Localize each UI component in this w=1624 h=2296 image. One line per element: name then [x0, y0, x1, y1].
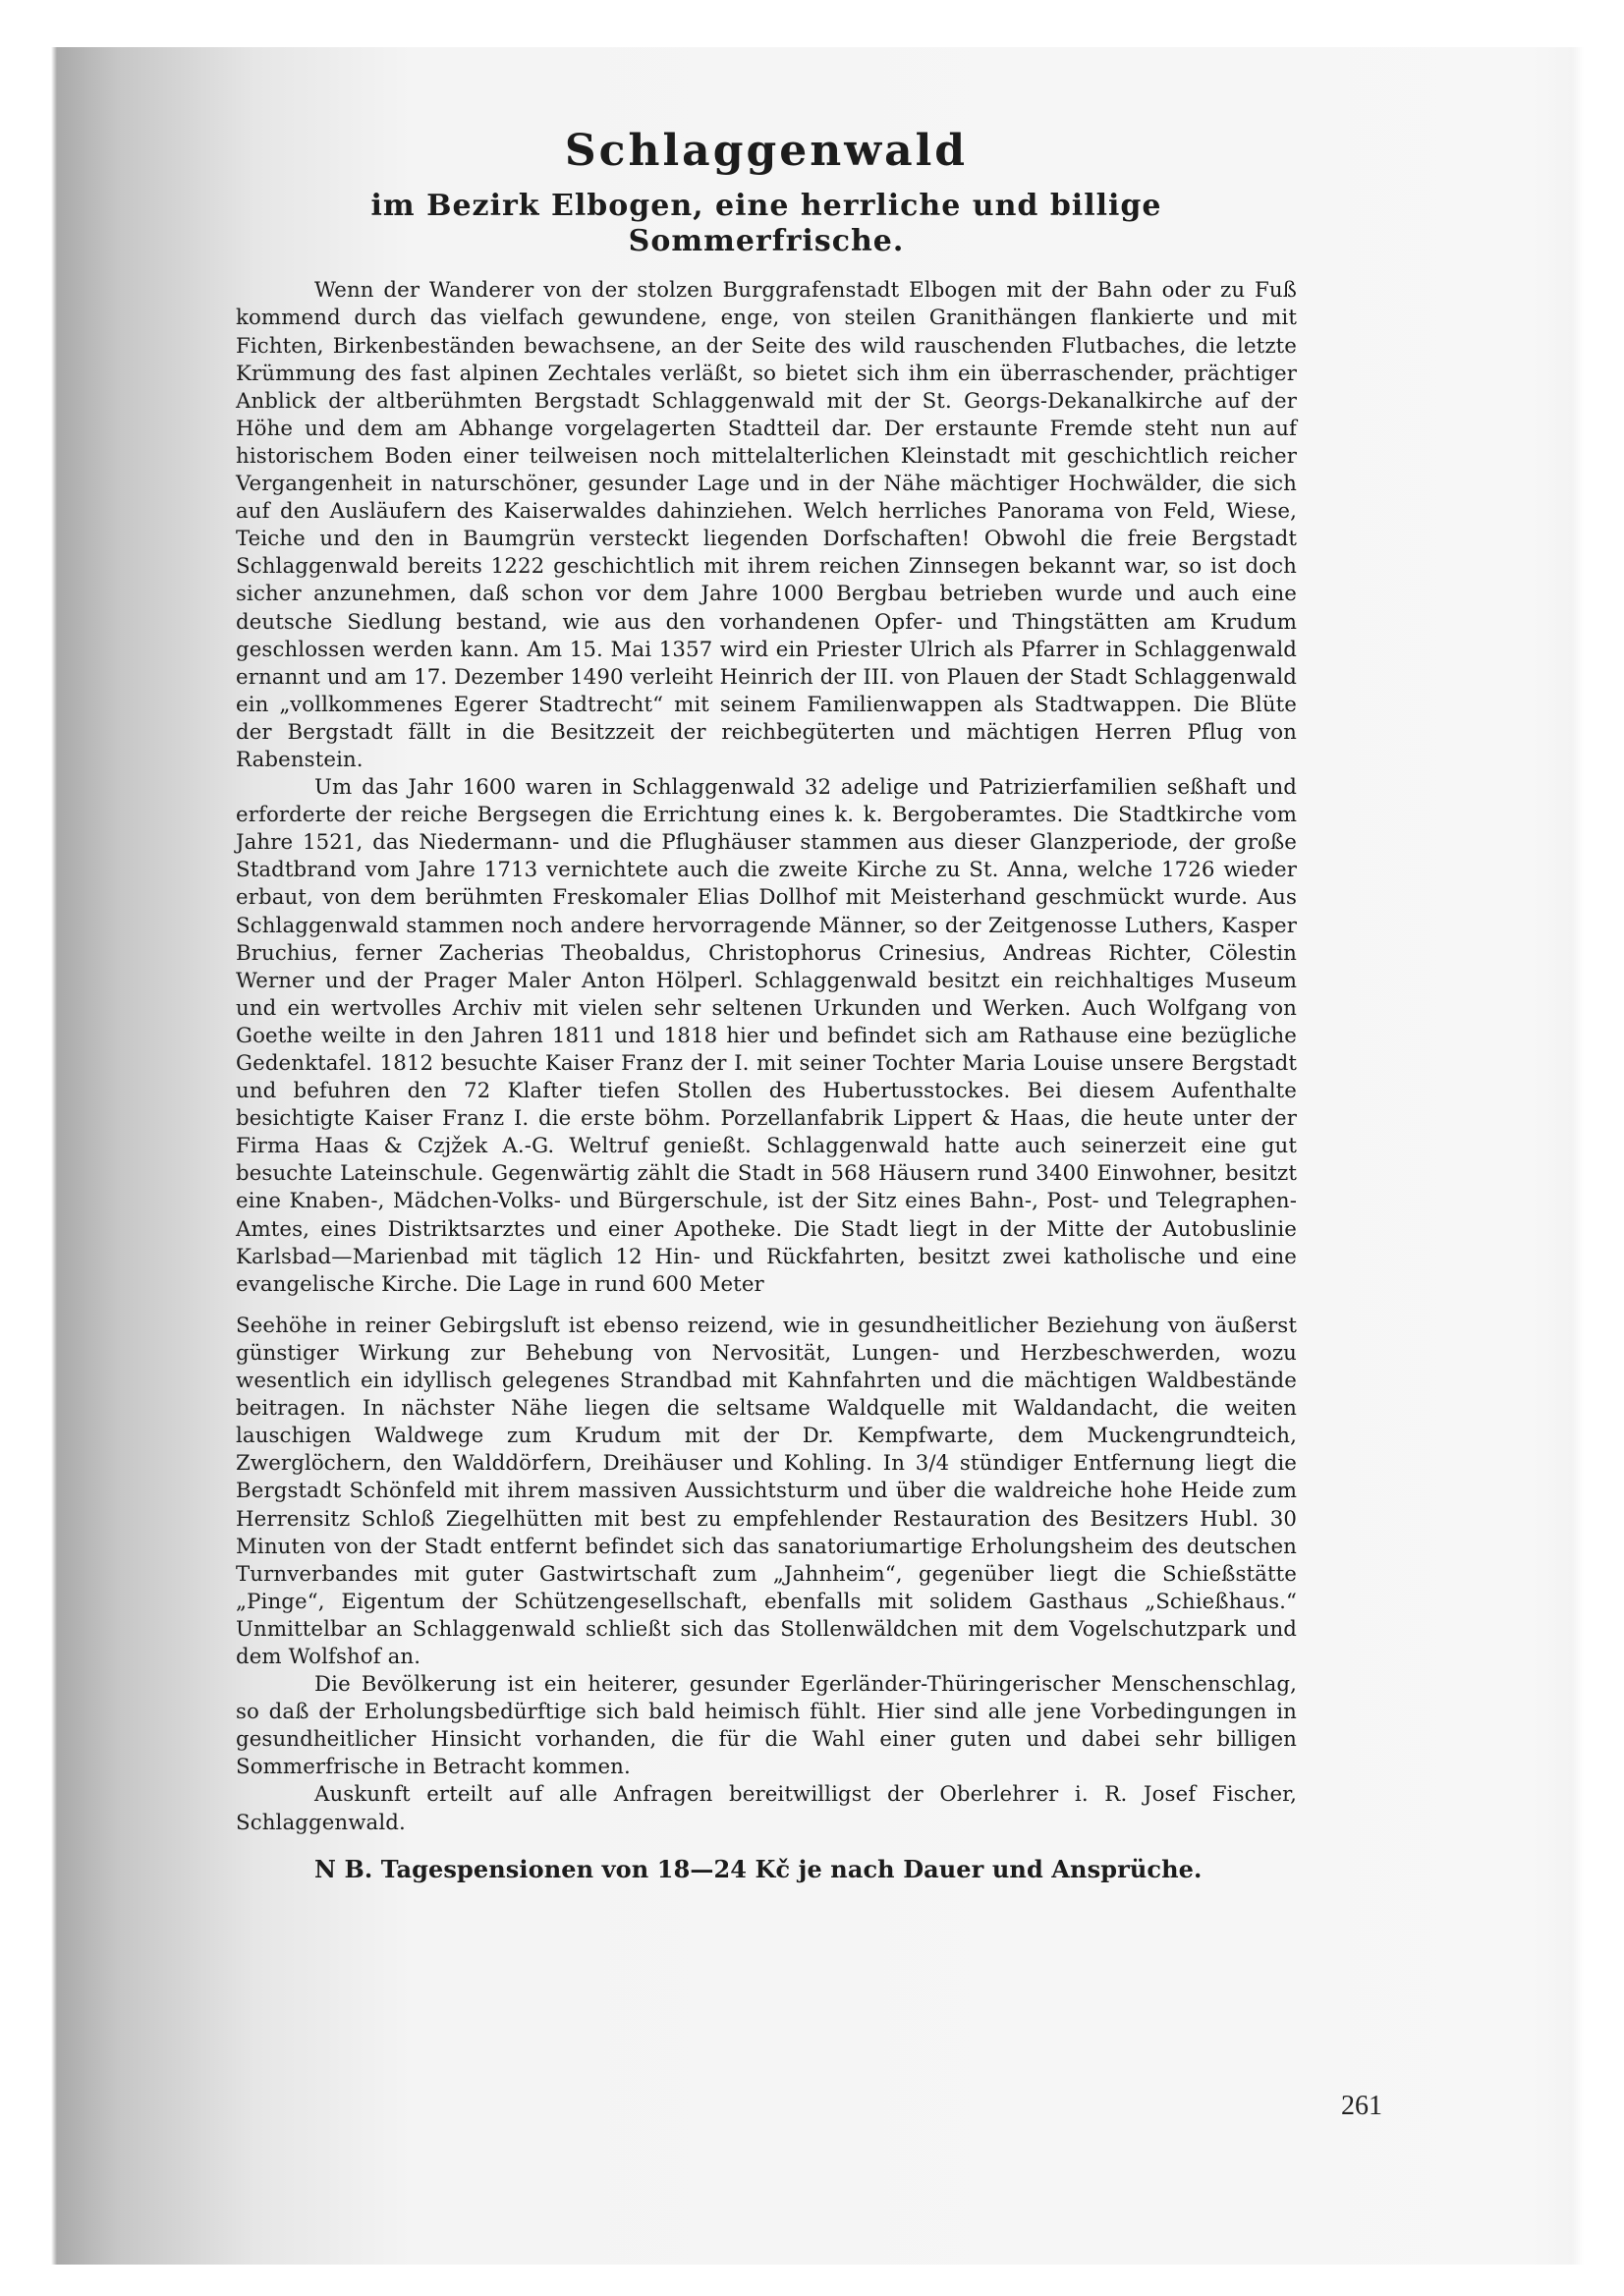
footnote: N B. Tagespensionen von 18—24 Kč je nach Dauer und Ansprüche.: [314, 1854, 1203, 1883]
paragraph-1: Wenn der Wanderer von der stolzen Burggrafenstadt Elbogen mit der Bahn oder zu Fuß kommend durch das vielfach gewundene, enge, von steilen Granithängen flankierte und mit Fichten, Birkenbeständen bewachsene, an der Seite des wild rauschenden Flutbaches, die letzte Krümmung des fast alpinen Zechtales verläßt, so bietet sich ihm ein überraschender, prächtiger Anblick der altberühmten Bergstadt Schlaggenwald mit der St. Georgs-Dekanalkirche auf der Höhe und dem am Abhange vorgelagerten Stadtteil dar. Der erstaunte Fremde steht nun auf historischem Boden einer teilweisen noch mittelalterlichen Kleinstadt mit geschichtlich reicher Vergangenheit in naturschöner, gesunder Lage und in der Nähe mächtiger Hochwälder, die sich auf den Ausläufern des Kaiserwaldes dahinziehen. Welch herrliches Panorama von Feld, Wiese, Teiche und den in Baumgrün versteckt liegenden Dorfschaften! Obwohl die freie Bergstadt Schlaggenwald bereits 1222 geschichtlich mit ihrem reichen Zinnsegen bekannt war, so ist doch sicher anzunehmen, daß schon vor dem Jahre 1000 Bergbau betrieben wurde und auch eine deutsche Siedlung bestand, wie aus den vorhandenen Opfer- und Thingstätten am Krudum geschlossen werden kann. Am 15. Mai 1357 wird ein Priester Ulrich als Pfarrer in Schlaggenwald ernannt und am 17. Dezember 1490 verleiht Heinrich der III. von Plauen der Stadt Schlaggenwald ein „vollkommenes Egerer Stadtrecht“ mit seinem Familienwappen als Stadtwappen. Die Blüte der Bergstadt fällt in die Besitzzeit der reichbegüterten und mächtigen Herren Pflug von Rabenstein.: [236, 278, 1297, 772]
page-title: Schlaggenwald: [564, 126, 969, 176]
page-subtitle: im Bezirk Elbogen, eine herrliche und billige Sommerfrische.: [370, 189, 1162, 259]
paragraph-3: Seehöhe in reiner Gebirgsluft ist ebenso reizend, wie in gesundheitlicher Beziehung von äußerst günstiger Wirkung zur Behebung von Nervosität, Lungen- und Herzbeschwerden, wozu wesentlich ein idyllisch gelegenes Strandbad mit Kahnfahrten und die mächtigen Waldbestände beitragen. In nächster Nähe liegen die seltsame Waldquelle mit Waldandacht, die weiten lauschigen Waldwege zum Krudum mit der Dr. Kempfwarte, dem Muckengrundteich, Zwerglöchern, den Walddörfern, Dreihäuser und Kohling. In 3/4 stündiger Entfernung liegt die Bergstadt Schönfeld mit ihrem massiven Aussichtsturm und über die waldreiche hohe Heide zum Herrensitz Schloß Ziegelhütten mit best zu empfehlender Restauration des Besitzers Hubl. 30 Minuten von der Stadt entfernt befindet sich das sanatoriumartige Erholungsheim des deutschen Turnverbandes mit guter Gastwirtschaft zum „Jahnheim“, gegenüber liegt die Schießstätte „Pinge“, Eigentum der Schützengesellschaft, ebenfalls mit solidem Gasthaus „Schießhaus.“ Unmittelbar an Schlaggenwald schließt sich das Stollenwäldchen mit dem Vogelschutzpark und dem Wolfshof an.: [236, 1313, 1297, 1669]
paragraph-gap: [236, 1299, 1297, 1313]
paragraph-2: Um das Jahr 1600 waren in Schlaggenwald 32 adelige und Patrizierfamilien seßhaft und erforderte der reiche Bergsegen die Errichtung eines k. k. Bergoberamtes. Die Stadtkirche vom Jahre 1521, das Niedermann- und die Pflughäuser stammen aus dieser Glanzperiode, der große Stadtbrand vom Jahre 1713 vernichtete auch die zweite Kirche zu St. Anna, welche 1726 wieder erbaut, von dem berühmten Freskomaler Elias Dollhof mit Meisterhand geschmückt wurde. Aus Schlaggenwald stammen noch andere hervorragende Männer, so der Zeitgenosse Luthers, Kasper Bruchius, ferner Zacherias Theobaldus, Christophorus Crinesius, Andreas Richter, Cölestin Werner und der Prager Maler Anton Hölperl. Schlaggenwald besitzt ein reichhaltiges Museum und ein wertvolles Archiv mit vielen sehr seltenen Urkunden und Werken. Auch Wolfgang von Goethe weilte in den Jahren 1811 und 1818 hier und befindet sich am Rathause eine bezügliche Gedenktafel. 1812 besuchte Kaiser Franz der I. mit seiner Tochter Maria Louise unsere Bergstadt und befuhren den 72 Klafter tiefen Stollen des Hubertusstockes. Bei diesem Aufenthalte besichtigte Kaiser Franz I. die erste böhm. Porzellanfabrik Lippert & Haas, die heute unter der Firma Haas & Czjžek A.-G. Weltruf genießt. Schlaggenwald hatte auch seinerzeit eine gut besuchte Lateinschule. Gegenwärtig zählt die Stadt in 568 Häusern rund 3400 Einwohner, besitzt eine Knaben-, Mädchen-Volks- und Bürgerschule, ist der Sitz eines Bahn-, Post- und Telegraphen-Amtes, eines Distriktsarztes und einer Apotheke. Die Stadt liegt in der Mitte der Autobuslinie Karlsbad—Marienbad mit täglich 12 Hin- und Rückfahrten, besitzt zwei katholische und eine evangelische Kirche. Die Lage in rund 600 Meter: [236, 775, 1297, 1297]
scan-top-margin: [0, 0, 1624, 47]
paragraph-4: Die Bevölkerung ist ein heiterer, gesunder Egerländer-Thüringerischer Menschenschlag, so daß der Erholungsbedürftige sich bald heimisch fühlt. Hier sind alle jene Vorbedingungen in gesundheitlicher Hinsicht vorhanden, die für die Wahl einer guten und dabei sehr billigen Sommerfrische in Betracht kommen.: [236, 1672, 1297, 1780]
scan-bottom-margin: [0, 2265, 1624, 2296]
paragraph-5: Auskunft erteilt auf alle Anfragen bereitwilligst der Oberlehrer i. R. Josef Fischer, Schlaggenwald.: [236, 1782, 1297, 1835]
page-number: 261: [1341, 2091, 1382, 2121]
document-page: [236, 128, 1297, 1884]
